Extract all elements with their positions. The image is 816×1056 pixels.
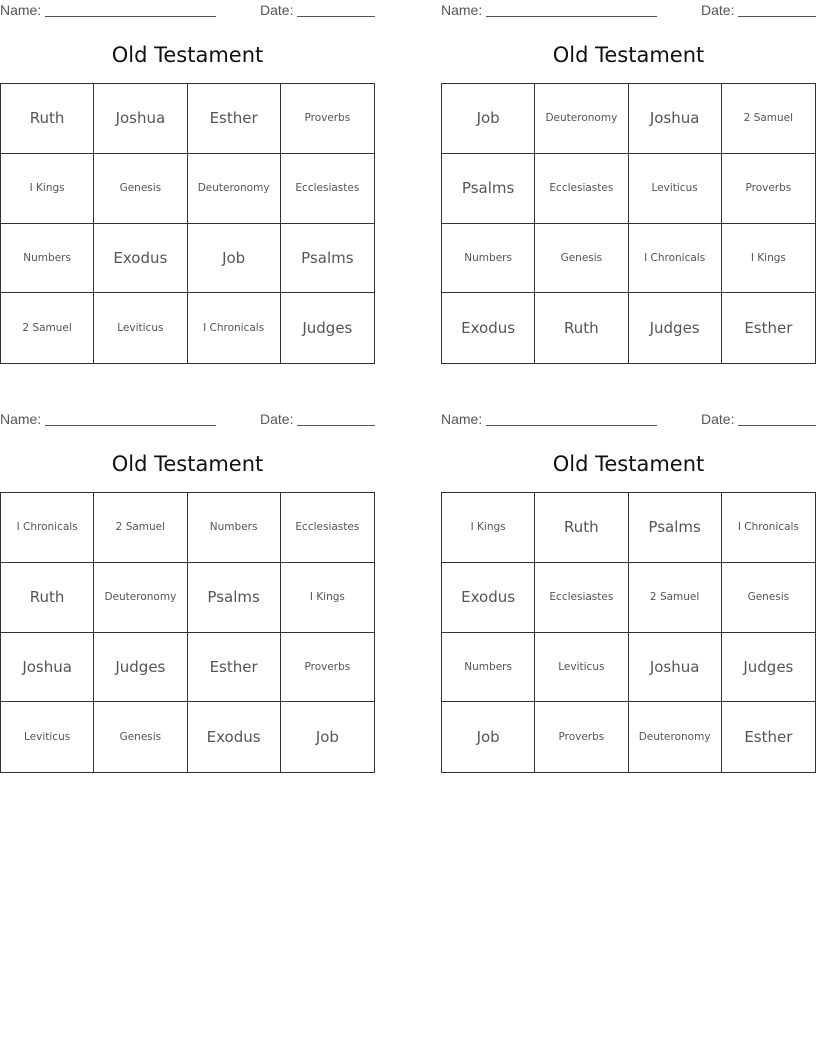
name-label: Name: bbox=[441, 2, 483, 18]
bingo-cell: Job bbox=[442, 84, 535, 154]
bingo-cell: Ecclesiastes bbox=[281, 154, 374, 224]
bingo-cell: Proverbs bbox=[535, 702, 628, 772]
bingo-cell: Leviticus bbox=[94, 293, 187, 363]
card-header bbox=[441, 411, 816, 429]
bingo-cell: Esther bbox=[744, 728, 793, 747]
bingo-cell: Leviticus bbox=[629, 154, 722, 224]
bingo-cell: 2 Samuel bbox=[1, 293, 94, 363]
date-blank-line bbox=[738, 16, 816, 17]
bingo-cell: Proverbs bbox=[281, 633, 374, 703]
bingo-cell: Esther bbox=[744, 319, 793, 338]
name-blank-line bbox=[486, 425, 657, 426]
bingo-grid bbox=[441, 83, 816, 364]
bingo-cell: Numbers bbox=[188, 493, 281, 563]
bingo-cell: Judges bbox=[94, 633, 187, 703]
bingo-card bbox=[441, 409, 816, 779]
bingo-cell: Deuteronomy bbox=[629, 702, 722, 772]
bingo-card bbox=[441, 0, 816, 370]
bingo-cell: I Chronicals bbox=[1, 493, 94, 563]
bingo-cell: Job bbox=[315, 728, 339, 747]
bingo-cell: 2 Samuel bbox=[629, 563, 722, 633]
name-label: Name: bbox=[0, 2, 42, 18]
bingo-grid bbox=[0, 492, 375, 773]
bingo-cell: Psalms bbox=[442, 154, 535, 224]
bingo-card bbox=[0, 409, 375, 779]
bingo-cell: Esther bbox=[188, 84, 281, 154]
bingo-cell: Esther bbox=[188, 633, 281, 703]
card-title: Old Testament bbox=[111, 43, 264, 67]
card-header bbox=[0, 2, 375, 20]
card-title: Old Testament bbox=[111, 452, 264, 476]
bingo-cell: I Chronicals bbox=[629, 224, 722, 294]
bingo-cell: Psalms bbox=[629, 493, 722, 563]
name-label: Name: bbox=[0, 411, 42, 427]
date-blank-line bbox=[297, 425, 375, 426]
bingo-cell: Genesis bbox=[535, 224, 628, 294]
bingo-cell: Genesis bbox=[94, 154, 187, 224]
bingo-cell: Judges bbox=[722, 633, 815, 703]
bingo-cell: Judges bbox=[629, 293, 722, 363]
bingo-cell: Job bbox=[442, 702, 535, 772]
bingo-cell: Exodus bbox=[188, 702, 281, 772]
bingo-card bbox=[0, 0, 375, 370]
date-label: Date: bbox=[701, 411, 735, 427]
bingo-cell: Exodus bbox=[94, 224, 187, 294]
bingo-cell: Joshua bbox=[94, 84, 187, 154]
bingo-cell: Ruth bbox=[535, 293, 628, 363]
bingo-cell: Numbers bbox=[1, 224, 94, 294]
bingo-cell: Deuteronomy bbox=[535, 84, 628, 154]
bingo-cell: Psalms bbox=[188, 563, 281, 633]
bingo-cell: Ecclesiastes bbox=[281, 493, 374, 563]
bingo-cell: I Chronicals bbox=[722, 493, 815, 563]
bingo-cell: I Kings bbox=[281, 563, 374, 633]
date-blank-line bbox=[297, 16, 375, 17]
bingo-cell: Ruth bbox=[1, 84, 94, 154]
name-blank-line bbox=[45, 16, 216, 17]
bingo-cell: I Kings bbox=[442, 493, 535, 563]
bingo-cell: Judges bbox=[302, 319, 353, 338]
bingo-cell: Deuteronomy bbox=[94, 563, 187, 633]
bingo-cell: Exodus bbox=[442, 293, 535, 363]
bingo-cell: Genesis bbox=[94, 702, 187, 772]
bingo-cell: Exodus bbox=[442, 563, 535, 633]
date-label: Date: bbox=[701, 2, 735, 18]
bingo-cell: I Chronicals bbox=[188, 293, 281, 363]
name-blank-line bbox=[45, 425, 216, 426]
bingo-cell: Numbers bbox=[442, 633, 535, 703]
card-header bbox=[441, 2, 816, 20]
card-title: Old Testament bbox=[552, 43, 705, 67]
bingo-cell: Leviticus bbox=[535, 633, 628, 703]
bingo-grid bbox=[0, 83, 375, 364]
bingo-cell: Joshua bbox=[1, 633, 94, 703]
bingo-cell: 2 Samuel bbox=[722, 84, 815, 154]
bingo-cell: Genesis bbox=[722, 563, 815, 633]
card-header bbox=[0, 411, 375, 429]
name-blank-line bbox=[486, 16, 657, 17]
bingo-cell: Ruth bbox=[1, 563, 94, 633]
bingo-cell: Deuteronomy bbox=[188, 154, 281, 224]
bingo-cell: Leviticus bbox=[1, 702, 94, 772]
bingo-cell: Joshua bbox=[629, 84, 722, 154]
bingo-cell: 2 Samuel bbox=[94, 493, 187, 563]
bingo-cell: I Kings bbox=[722, 224, 815, 294]
bingo-cell: Psalms bbox=[281, 224, 374, 294]
date-blank-line bbox=[738, 425, 816, 426]
bingo-cell: Joshua bbox=[629, 633, 722, 703]
bingo-cell: Ruth bbox=[535, 493, 628, 563]
date-label: Date: bbox=[260, 411, 294, 427]
bingo-cell: Job bbox=[188, 224, 281, 294]
bingo-cell: Ecclesiastes bbox=[535, 154, 628, 224]
bingo-cell: Ecclesiastes bbox=[535, 563, 628, 633]
bingo-grid bbox=[441, 492, 816, 773]
card-title: Old Testament bbox=[552, 452, 705, 476]
bingo-cell: Proverbs bbox=[281, 84, 374, 154]
bingo-cell: Proverbs bbox=[722, 154, 815, 224]
date-label: Date: bbox=[260, 2, 294, 18]
name-label: Name: bbox=[441, 411, 483, 427]
bingo-cell: I Kings bbox=[1, 154, 94, 224]
bingo-cell: Numbers bbox=[442, 224, 535, 294]
